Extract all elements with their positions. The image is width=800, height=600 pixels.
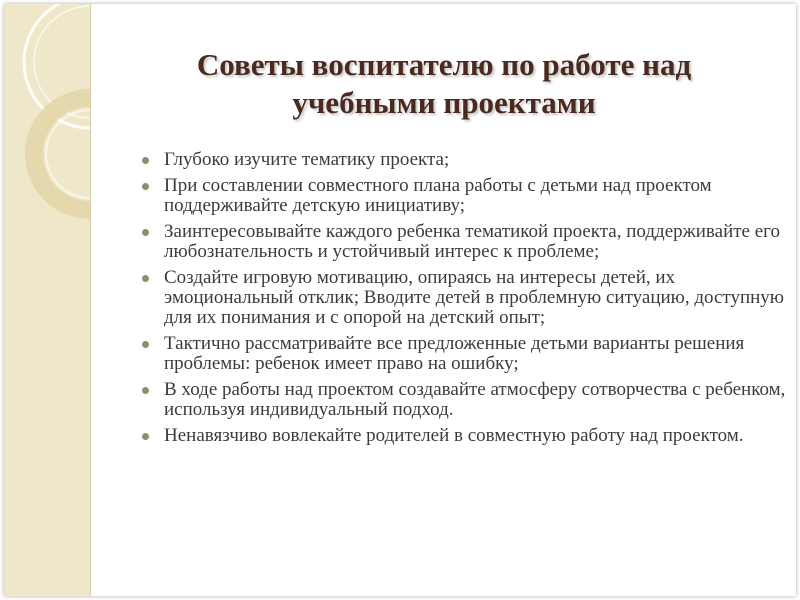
bullet-icon <box>142 157 149 164</box>
decorative-sidebar <box>4 4 91 596</box>
tip-text: Создайте игровую мотивацию, опираясь на интересы детей, их эмоциональный отклик; Вводите детей в проблемную ситуацию, доступную для их понимания и с опорой на детский опыт; <box>164 267 785 328</box>
bullet-icon <box>142 229 149 236</box>
tips-list <box>140 150 788 452</box>
bullet-icon <box>142 341 149 348</box>
bullet-icon <box>142 387 149 394</box>
list-item <box>140 334 788 374</box>
list-item <box>140 150 788 170</box>
list-item <box>140 268 788 328</box>
list-item <box>140 380 788 420</box>
bullet-icon <box>142 275 149 282</box>
list-item <box>140 222 788 262</box>
tip-text: Заинтересовывайте каждого ребенка тематикой проекта, поддерживайте его любознательность и устойчивый интерес к проблеме; <box>164 221 780 262</box>
list-item <box>140 176 788 216</box>
bullet-icon <box>142 183 149 190</box>
decorative-circles <box>4 4 90 596</box>
title-line-1: Советы воспитателю по работе над <box>196 47 692 82</box>
tip-text: В ходе работы над проектом создавайте атмосферу сотворчества с ребенком, используя индивидуальный подход. <box>164 379 786 420</box>
tip-text: Ненавязчиво вовлекайте родителей в совместную работу над проектом. <box>164 425 744 446</box>
page-title <box>124 46 764 122</box>
tip-text: Глубоко изучите тематику проекта; <box>164 149 450 170</box>
title-line-2: учебными проектами <box>292 85 596 120</box>
tip-text: При составлении совместного плана работы с детьми над проектом поддерживайте детскую инициативу; <box>164 175 712 216</box>
slide <box>4 4 796 596</box>
list-item <box>140 426 788 446</box>
bullet-icon <box>142 433 149 440</box>
tip-text: Тактично рассматривайте все предложенные детьми варианты решения проблемы: ребенок имеет право на ошибку; <box>164 333 745 374</box>
